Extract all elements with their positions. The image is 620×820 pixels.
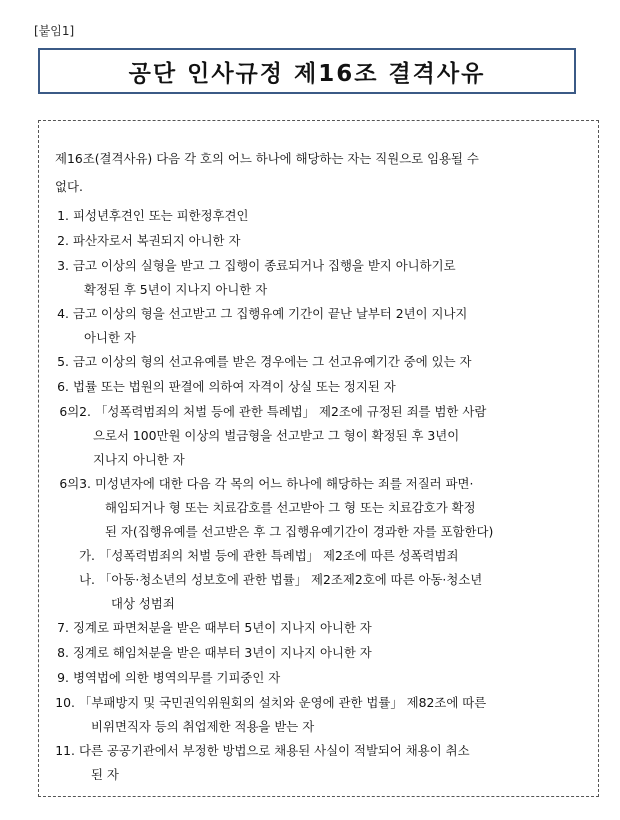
item-text-line: 피성년후견인 또는 피한정후견인 [73,208,249,223]
regulation-content-box [38,120,599,797]
item-marker: 6. [57,379,69,394]
item-text-line: 대상 성범죄 [111,596,175,611]
item-marker: 1. [57,208,69,223]
intro-line-2: 없다. [55,179,83,194]
item-text-line: 된 자(집행유예를 선고받은 후 그 집행유예기간이 경과한 자를 포함한다) [105,524,494,539]
item-text-line: 「아동·청소년의 성보호에 관한 법률」 제2조제2호에 따른 아동·청소년 [99,572,483,587]
item-text-line: 확정된 후 5년이 지나지 아니한 자 [84,282,268,297]
item-text-line: 지나지 아니한 자 [93,452,185,467]
intro-line-1: 제16조(결격사유) 다음 각 호의 어느 하나에 해당하는 자는 직원으로 임용될 수 [55,151,479,166]
item-marker: 9. [57,670,69,685]
item-text-line: 「성폭력범죄의 처벌 등에 관한 특례법」 제2조에 규정된 죄를 범한 사람 [95,404,487,419]
item-text-line: 파산자로서 복권되지 아니한 자 [73,233,241,248]
item-marker: 10. [55,695,75,710]
title-box [38,48,576,94]
item-text-line: 병역법에 의한 병역의무를 기피중인 자 [73,670,281,685]
item-text-line: 법률 또는 법원의 판결에 의하여 자격이 상실 또는 정지된 자 [73,379,396,394]
item-text-line: 금고 이상의 형을 선고받고 그 집행유예 기간이 끝난 날부터 2년이 지나지 [73,306,468,321]
item-text-line: 해임되거나 형 또는 치료감호를 선고받아 그 형 또는 치료감호가 확정 [105,500,476,515]
attachment-label: [붙임1] [34,24,75,38]
item-marker: 3. [57,258,69,273]
page-title: 공단 인사규정 제16조 결격사유 [128,60,486,87]
item-text-line: 「부패방지 및 국민권익위원회의 설치와 운영에 관한 법률」 제82조에 따른 [79,695,487,710]
item-text-line: 비위면직자 등의 취업제한 적용을 받는 자 [91,719,315,734]
item-text-line: 징계로 해임처분을 받은 때부터 3년이 지나지 아니한 자 [73,645,372,660]
item-marker: 8. [57,645,69,660]
item-marker: 2. [57,233,69,248]
item-text-line: 아니한 자 [84,330,136,345]
item-marker: 7. [57,620,69,635]
item-marker: 6의2. [59,404,91,419]
item-marker: 6의3. [59,476,91,491]
item-marker: 11. [55,743,75,758]
item-marker: 가. [79,548,95,563]
item-text-line: 금고 이상의 실형을 받고 그 집행이 종료되거나 집행을 받지 아니하기로 [73,258,456,273]
item-text-line: 징계로 파면처분을 받은 때부터 5년이 지나지 아니한 자 [73,620,372,635]
item-text-line: 된 자 [91,767,119,782]
item-text-line: 금고 이상의 형의 선고유예를 받은 경우에는 그 선고유예기간 중에 있는 자 [73,354,472,369]
item-text-line: 으로서 100만원 이상의 벌금형을 선고받고 그 형이 확정된 후 3년이 [93,428,460,443]
item-marker: 5. [57,354,69,369]
item-text-line: 「성폭력범죄의 처벌 등에 관한 특례법」 제2조에 따른 성폭력범죄 [99,548,459,563]
item-marker: 4. [57,306,69,321]
item-text-line: 다른 공공기관에서 부정한 방법으로 채용된 사실이 적발되어 채용이 취소 [79,743,470,758]
item-text-line: 미성년자에 대한 다음 각 목의 어느 하나에 해당하는 죄를 저질러 파면· [95,476,474,491]
item-marker: 나. [79,572,95,587]
